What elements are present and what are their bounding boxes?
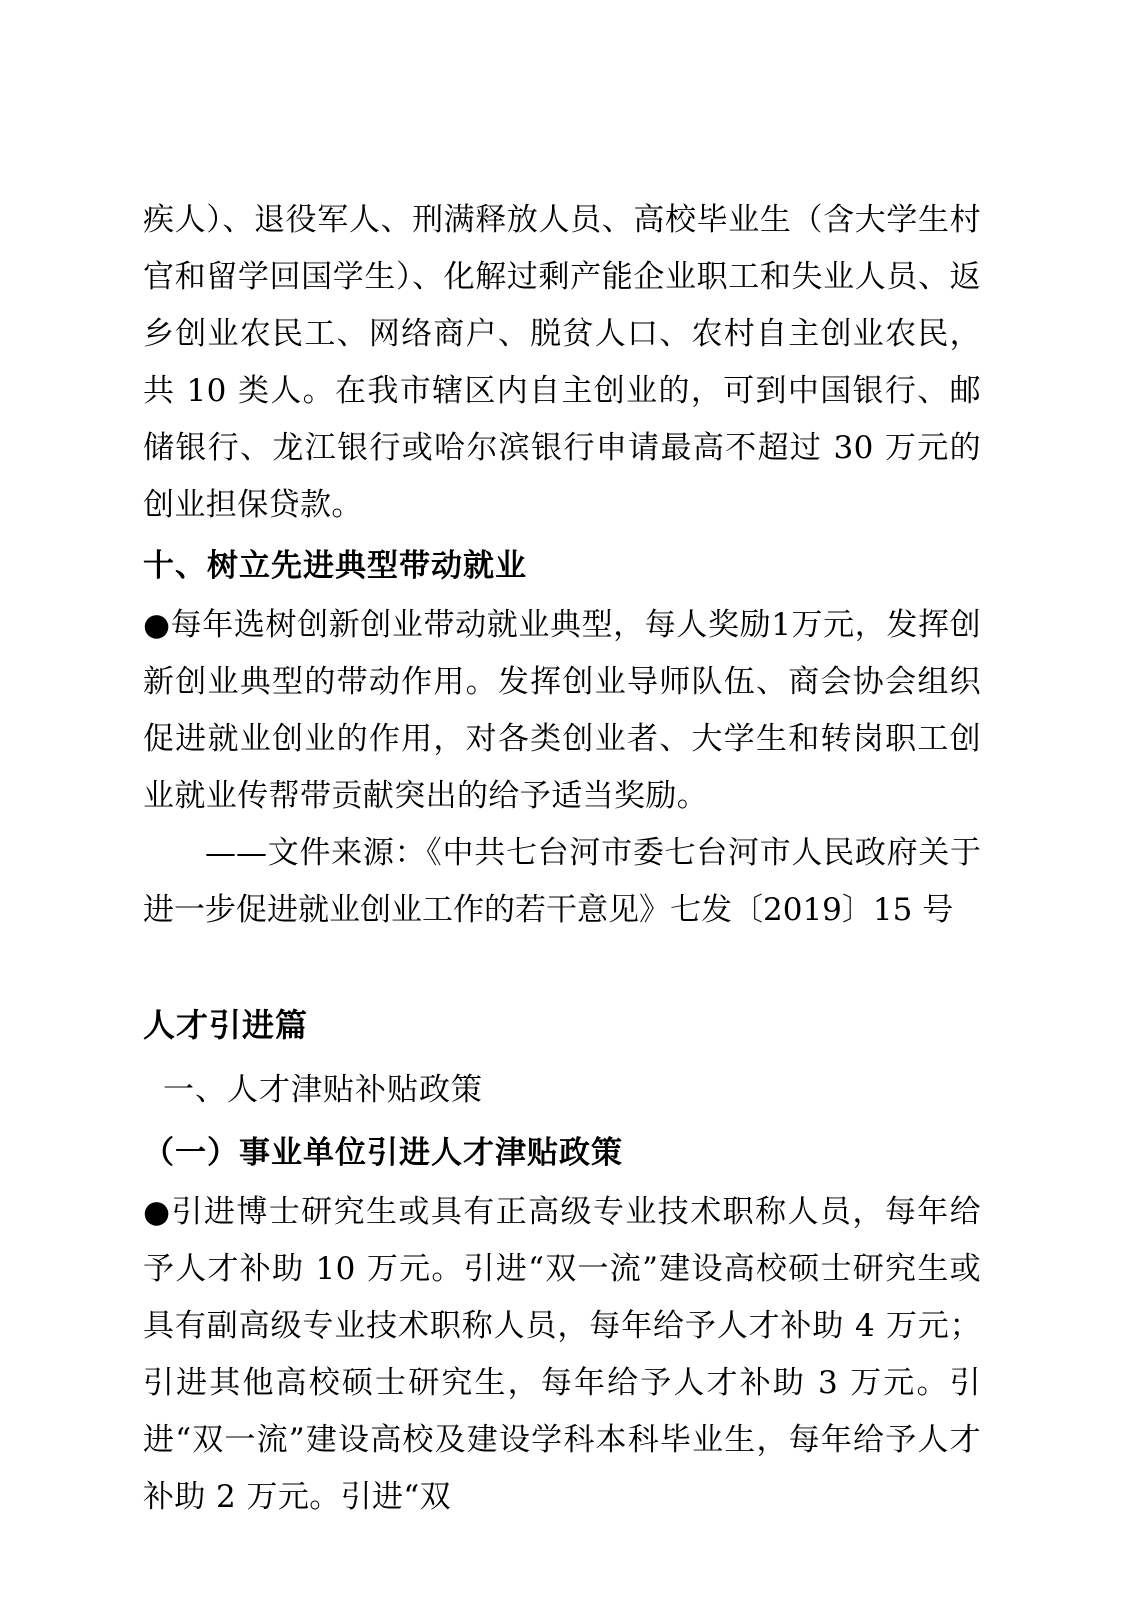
paragraph-source-note: ——文件来源：《中共七台河市委七台河市人民政府关于进一步促进就业创业工作的若干意见》七发〔2019〕15 号 <box>143 835 981 928</box>
chapter-title: 人才引进篇 <box>143 1006 309 1044</box>
heading-section-ten: 十、树立先进典型带动就业 <box>143 548 527 584</box>
paragraph-section-ten-body: ●每年选树创新创业带动就业典型，每人奖励1万元，发挥创新创业典型的带动作用。发挥创业导师队伍、商会协会组织促进就业创业的作用，对各类创业者、大学生和转岗职工创业就业传帮带贡献突出的给予适当奖励。 <box>143 607 981 814</box>
page-content <box>143 192 981 1526</box>
paragraph-continued-list: 疾人）、退役军人、刑满释放人员、高校毕业生（含大学生村官和留学回国学生）、化解过剩产能企业职工和失业人员、返乡创业农民工、网络商户、脱贫人口、农村自主创业农民，共 10 类人。在我市辖区内自主创业的，可到中国银行、邮储银行、龙江银行或哈尔滨银行申请最高不超过 30 万元的创业担保贷款。 <box>143 202 981 523</box>
heading-talent-subsidy-policy: 一、人才津贴补贴政策 <box>163 1072 483 1108</box>
paragraph-talent-policy-body: ●引进博士研究生或具有正高级专业技术职称人员，每年给予人才补助 10 万元。引进“双一流”建设高校硕士研究生或具有副高级专业技术职称人员，每年给予人才补助 4 万元；引进其他高校硕士研究生，每年给予人才补助 3 万元。引进“双一流”建设高校及建设学科本科毕业生，每年给予人才补助 2 万元。引进“双 <box>143 1194 981 1515</box>
heading-public-institution-talent-subsidy: （一）事业单位引进人才津贴政策 <box>143 1135 623 1171</box>
